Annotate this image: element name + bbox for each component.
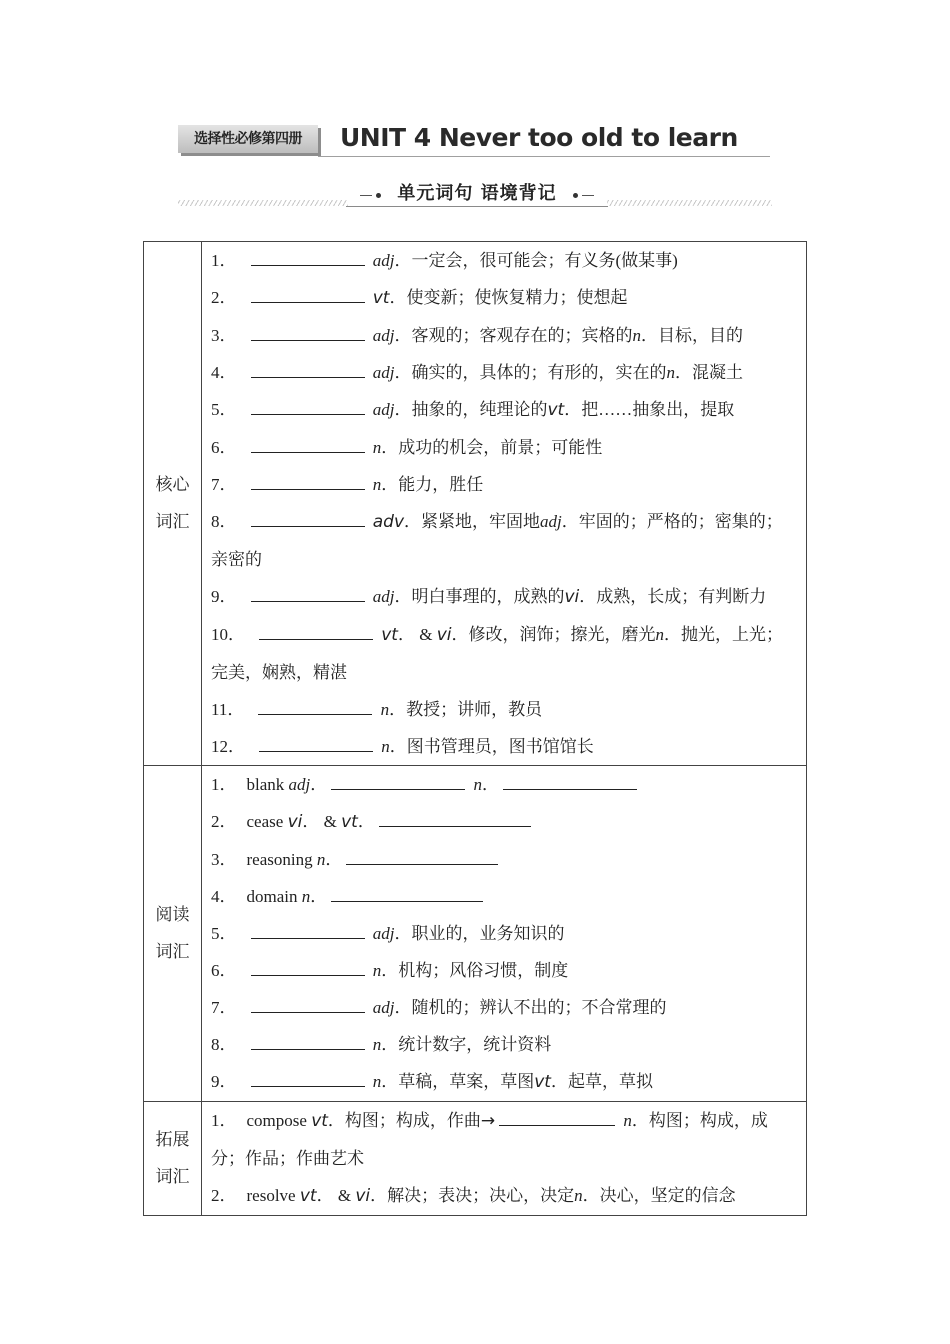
part-of-speech: adj <box>288 775 311 794</box>
page-header <box>178 120 770 160</box>
vocab-meaning: 能力，胜任 <box>398 475 484 494</box>
vocab-meaning: 随机的；辨认不出的；不合常理的 <box>411 998 667 1017</box>
vocab-meaning: 构图；构成，作曲 <box>344 1111 481 1130</box>
vocab-item: 3． reasoning n． <box>211 841 798 878</box>
answer-blank[interactable] <box>346 845 498 865</box>
answer-blank[interactable] <box>503 770 637 790</box>
item-number: 1． <box>211 775 237 794</box>
section-banner <box>178 180 772 210</box>
part-of-speech: adj <box>540 512 562 531</box>
part-of-speech: n <box>623 1111 632 1130</box>
part-of-speech: n <box>381 737 390 756</box>
answer-blank[interactable] <box>251 993 365 1013</box>
vocab-item: 1． blank adj． n． <box>211 766 798 803</box>
banner-hatch-left <box>178 200 348 206</box>
vocab-meaning: 牢固的；严格的；密集的；亲密的 <box>211 512 783 569</box>
part-of-speech: adv <box>372 512 405 532</box>
vocab-item: 8． adv．紧紧地，牢固地adj．牢固的；严格的；密集的；亲密的 <box>211 503 798 578</box>
answer-blank[interactable] <box>331 882 483 902</box>
category-label: 阅读 词汇 <box>155 904 190 962</box>
vocab-word: cease <box>246 812 284 831</box>
vocab-meaning: 成功的机会，前景；可能性 <box>398 438 603 457</box>
vocab-meaning: 把……抽象出，提取 <box>581 400 735 419</box>
part-of-speech: vt <box>299 1186 317 1206</box>
item-number: 6． <box>211 438 237 457</box>
part-of-speech: n <box>372 438 382 457</box>
arrow-icon: → <box>480 1111 496 1131</box>
vocab-item: 9． n．草稿，草案，草图vt．起草，草拟 <box>211 1063 798 1101</box>
vocab-item: 3． adj．客观的；客观存在的；宾格的n．目标，目的 <box>211 317 798 354</box>
item-number: 3． <box>211 850 237 869</box>
part-of-speech: n <box>372 1072 382 1091</box>
vocab-item: 11． n．教授；讲师，教员 <box>211 691 798 728</box>
part-of-speech: n <box>574 1186 583 1205</box>
core-vocab-row <box>144 242 807 766</box>
vocab-meaning: 成熟，长成；有判断力 <box>596 587 767 606</box>
part-of-speech: n <box>380 700 390 719</box>
vocab-item: 5． adj．职业的，业务知识的 <box>211 915 798 952</box>
section-title: 单元词句 语境背记 <box>397 183 557 204</box>
part-of-speech: vt <box>534 1072 551 1092</box>
vocab-meaning: 图书管理员，图书馆馆长 <box>406 737 594 756</box>
banner-dot-left <box>376 193 381 198</box>
answer-blank[interactable] <box>499 1106 615 1126</box>
vocab-meaning: 修改，润饰；擦光，磨光 <box>468 625 656 644</box>
vocab-meaning: 统计数字，统计资料 <box>398 1035 552 1054</box>
answer-blank[interactable] <box>258 695 372 715</box>
vocab-meaning: 紧紧地，牢固地 <box>421 512 541 531</box>
part-of-speech: vt <box>381 625 398 645</box>
part-of-speech: n <box>655 625 665 644</box>
vocab-meaning: 混凝土 <box>691 363 743 382</box>
item-number: 5． <box>211 400 237 419</box>
category-cell <box>144 766 202 1102</box>
vocab-meaning: 机构；风俗习惯，制度 <box>398 961 569 980</box>
vocab-item: 6． n．成功的机会，前景；可能性 <box>211 429 798 466</box>
part-of-speech: vt <box>372 288 390 308</box>
part-of-speech: adj <box>372 998 395 1017</box>
answer-blank[interactable] <box>259 732 373 752</box>
vocab-meaning: 客观的；客观存在的；宾格的 <box>411 326 633 345</box>
vocab-meaning: 起草，草拟 <box>567 1072 653 1091</box>
item-number: 4． <box>211 887 237 906</box>
banner-hatch-right <box>607 200 772 206</box>
part-of-speech: n <box>372 961 382 980</box>
vocab-word: domain <box>246 887 298 906</box>
extended-vocab-list <box>202 1102 807 1216</box>
vocab-word: resolve <box>246 1186 296 1205</box>
vocab-item: 8． n．统计数字，统计资料 <box>211 1026 798 1063</box>
item-number: 9． <box>211 1072 237 1091</box>
vocab-item: 1． compose vt．构图；构成，作曲→ n．构图；构成，成分；作品；作曲艺术 <box>211 1102 798 1177</box>
vocab-meaning: 确实的，具体的；有形的，实在的 <box>411 363 667 382</box>
part-of-speech: n <box>372 1035 382 1054</box>
core-vocab-list <box>202 242 807 766</box>
category-label: 核心 词汇 <box>155 474 190 532</box>
reading-vocab-row <box>144 766 807 1102</box>
category-cell <box>144 1102 202 1216</box>
header-divider <box>318 156 770 157</box>
item-number: 9． <box>211 587 237 606</box>
part-of-speech: n <box>301 887 311 906</box>
item-number: 11． <box>211 700 245 719</box>
part-of-speech: n <box>372 475 382 494</box>
part-of-speech: vi <box>355 1186 371 1206</box>
vocabulary-table <box>143 241 807 1216</box>
vocab-item: 2． vt．使变新；使恢复精力；使想起 <box>211 279 798 317</box>
vocab-item: 12． n．图书管理员，图书馆馆长 <box>211 728 798 765</box>
answer-blank[interactable] <box>259 620 373 640</box>
answer-blank[interactable] <box>251 507 365 527</box>
vocab-item: 2． cease vi． & vt． <box>211 803 798 841</box>
banner-line-right <box>582 195 594 196</box>
vocab-meaning: 教授；讲师，教员 <box>406 700 543 719</box>
unit-title: UNIT 4 Never too old to learn <box>340 123 738 152</box>
vocab-meaning: 构图；构成，成分；作品；作曲艺术 <box>211 1111 768 1168</box>
item-number: 6． <box>211 961 237 980</box>
item-number: 12． <box>211 737 245 756</box>
vocab-item: 4． adj．确实的，具体的；有形的，实在的n．混凝土 <box>211 354 798 391</box>
part-of-speech: adj <box>372 400 395 419</box>
item-number: 8． <box>211 512 237 531</box>
part-of-speech: vt <box>311 1111 328 1131</box>
item-number: 1． <box>211 251 237 270</box>
part-of-speech: n <box>666 363 675 382</box>
extended-vocab-row <box>144 1102 807 1216</box>
part-of-speech: n <box>632 326 641 345</box>
reading-vocab-list <box>202 766 807 1102</box>
answer-blank[interactable] <box>251 919 365 939</box>
vocab-meaning: 职业的，业务知识的 <box>411 924 565 943</box>
item-number: 2． <box>211 288 237 307</box>
item-number: 8． <box>211 1035 237 1054</box>
answer-blank[interactable] <box>331 770 465 790</box>
item-number: 10． <box>211 625 245 644</box>
vocab-meaning: 使变新；使恢复精力；使想起 <box>406 288 628 307</box>
answer-blank[interactable] <box>251 582 365 602</box>
answer-blank[interactable] <box>251 433 365 453</box>
part-of-speech: adj <box>372 326 395 345</box>
part-of-speech: adj <box>372 587 395 606</box>
banner-frame <box>346 182 608 207</box>
part-of-speech: adj <box>372 924 395 943</box>
answer-blank[interactable] <box>251 1067 365 1087</box>
vocab-item: 2． resolve vt． & vi．解决；表决；决心，决定n．决心，坚定的信念 <box>211 1186 736 1206</box>
vocab-word: compose <box>246 1111 307 1130</box>
vocab-meaning: 抛光，上光；完美，娴熟，精湛 <box>211 625 784 682</box>
item-number: 7． <box>211 475 237 494</box>
answer-blank[interactable] <box>251 358 365 378</box>
vocab-item: 4． domain n． <box>211 878 798 915</box>
book-volume-tag: 选择性必修第四册 <box>178 125 318 153</box>
item-number: 7． <box>211 998 237 1017</box>
answer-blank[interactable] <box>251 956 365 976</box>
vocab-meaning: 草稿，草案，草图 <box>398 1072 535 1091</box>
item-number: 1． <box>211 1111 237 1130</box>
answer-blank[interactable] <box>379 807 531 827</box>
vocab-word: reasoning <box>246 850 313 869</box>
part-of-speech: vt <box>341 812 358 832</box>
item-number: 5． <box>211 924 237 943</box>
part-of-speech: vi <box>287 812 303 832</box>
answer-blank[interactable] <box>251 246 365 266</box>
item-number: 3． <box>211 326 237 345</box>
vocab-word: blank <box>246 775 285 794</box>
vocab-item: 1． adj．一定会，很可能会；有义务(做某事) <box>211 242 798 279</box>
part-of-speech: vt <box>547 400 565 420</box>
banner-dot-right <box>573 193 578 198</box>
vocab-meaning: 目标，目的 <box>657 326 743 345</box>
part-of-speech: adj <box>372 251 395 270</box>
part-of-speech: n <box>473 775 483 794</box>
category-label: 拓展 词汇 <box>155 1129 190 1187</box>
answer-blank[interactable] <box>251 395 365 415</box>
vocab-item: 7． adj．随机的；辨认不出的；不合常理的 <box>211 989 798 1026</box>
answer-blank[interactable] <box>251 1030 365 1050</box>
vocab-meaning: 抽象的，纯理论的 <box>411 400 548 419</box>
answer-blank[interactable] <box>251 321 365 341</box>
vocab-meaning: 决心，坚定的信念 <box>599 1186 736 1205</box>
part-of-speech: adj <box>372 363 395 382</box>
part-of-speech: vi <box>564 587 580 607</box>
vocab-item: 7． n．能力，胜任 <box>211 466 798 503</box>
category-cell <box>144 242 202 766</box>
vocab-meaning: 一定会，很可能会；有义务(做某事) <box>411 251 678 270</box>
answer-blank[interactable] <box>251 283 365 303</box>
item-number: 2． <box>211 1186 237 1205</box>
vocab-item: 5． adj．抽象的，纯理论的vt．把……抽象出，提取 <box>211 391 798 429</box>
part-of-speech: n <box>316 850 326 869</box>
part-of-speech: vi <box>436 625 452 645</box>
vocab-item: 6． n．机构；风俗习惯，制度 <box>211 952 798 989</box>
vocab-item: 9． adj．明白事理的，成熟的vi．成熟，长成；有判断力 <box>211 578 798 616</box>
answer-blank[interactable] <box>251 470 365 490</box>
banner-line-left <box>360 195 372 196</box>
vocab-item: 10． vt． & vi．修改，润饰；擦光，磨光n．抛光，上光；完美，娴熟，精湛 <box>211 616 798 691</box>
item-number: 4． <box>211 363 237 382</box>
vocab-meaning: 解决；表决；决心，决定 <box>387 1186 575 1205</box>
item-number: 2． <box>211 812 237 831</box>
vocab-meaning: 明白事理的，成熟的 <box>411 587 565 606</box>
